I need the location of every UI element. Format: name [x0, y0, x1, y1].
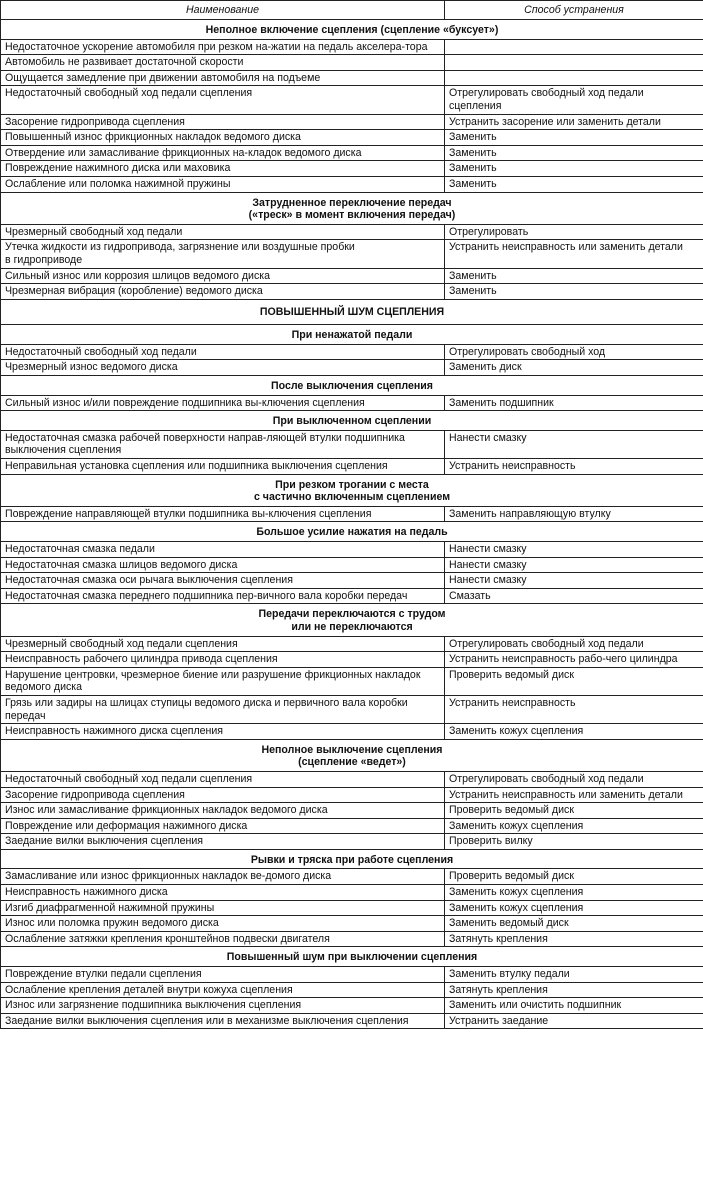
cause-cell: Недостаточный свободный ход педали [1, 344, 445, 360]
section-title: Рывки и тряска при работе сцепления [1, 849, 703, 869]
cause-cell: Засорение гидропривода сцепления [1, 787, 445, 803]
table-row [1, 998, 703, 1014]
section-title: После выключения сцепления [1, 376, 703, 396]
cause-cell: Заедание вилки выключения сцепления [1, 834, 445, 850]
section-header-row [1, 325, 703, 345]
cause-cell: Ослабление крепления деталей внутри кожуха сцепления [1, 982, 445, 998]
cause-cell: Повреждение нажимного диска или маховика [1, 161, 445, 177]
cause-cell: Недостаточная смазка рабочей поверхности направ-ляющей втулки подшипника выключения сцепления [1, 430, 445, 458]
fix-cell: Отрегулировать [445, 224, 703, 240]
section-title: При резком трогании с места с частично включенным сцеплением [1, 474, 703, 506]
fix-cell: Проверить ведомый диск [445, 869, 703, 885]
cause-cell: Заедание вилки выключения сцепления или в механизме выключения сцепления [1, 1013, 445, 1029]
table-row [1, 588, 703, 604]
fix-cell: Затянуть крепления [445, 982, 703, 998]
table-row [1, 430, 703, 458]
table-row [1, 982, 703, 998]
cause-cell: Недостаточная смазка переднего подшипника пер-вичного вала коробки передач [1, 588, 445, 604]
cause-cell: Нарушение центровки, чрезмерное биение или разрушение фрикционных накладок ведомого диска [1, 667, 445, 695]
cause-cell: Чрезмерный износ ведомого диска [1, 360, 445, 376]
section-title: Неполное выключение сцепления (сцепление «ведет») [1, 739, 703, 771]
cause-cell: Недостаточная смазка оси рычага выключения сцепления [1, 573, 445, 589]
table-row [1, 86, 703, 114]
fix-cell: Заменить кожух сцепления [445, 900, 703, 916]
fix-cell: Заменить [445, 284, 703, 300]
fix-cell: Заменить кожух сцепления [445, 724, 703, 740]
cause-cell: Автомобиль не развивает достаточной скорости [1, 55, 445, 71]
fix-cell: Заменить подшипник [445, 395, 703, 411]
fix-cell: Заменить [445, 161, 703, 177]
table-row [1, 55, 703, 71]
table-row [1, 395, 703, 411]
table-row [1, 931, 703, 947]
fix-cell: Заменить ведомый диск [445, 916, 703, 932]
cause-cell: Ощущается замедление при движении автомобиля на подъеме [1, 70, 445, 86]
cause-cell: Утечка жидкости из гидропривода, загрязнение или воздушные пробки в гидроприводе [1, 240, 445, 268]
fix-cell: Устранить неисправность или заменить детали [445, 787, 703, 803]
fix-cell: Устранить заедание [445, 1013, 703, 1029]
table-row [1, 652, 703, 668]
cause-cell: Недостаточное ускорение автомобиля при резком на-жатии на педаль акселера-тора [1, 39, 445, 55]
fix-cell: Заменить диск [445, 360, 703, 376]
cause-cell: Неисправность нажимного диска [1, 885, 445, 901]
section-title: Повышенный шум при выключении сцепления [1, 947, 703, 967]
table-row [1, 176, 703, 192]
header-row [1, 1, 703, 20]
table-row [1, 916, 703, 932]
cause-cell: Изгиб диафрагменной нажимной пружины [1, 900, 445, 916]
section-header-row [1, 522, 703, 542]
section-header-row [1, 192, 703, 224]
cause-cell: Чрезмерная вибрация (коробление) ведомого диска [1, 284, 445, 300]
table-row [1, 667, 703, 695]
cause-cell: Повреждение направляющей втулки подшипника вы-ключения сцепления [1, 506, 445, 522]
fix-cell: Заменить [445, 176, 703, 192]
table-row [1, 900, 703, 916]
table-row [1, 360, 703, 376]
cause-cell: Износ или поломка пружин ведомого диска [1, 916, 445, 932]
fix-cell: Отрегулировать свободный ход педали [445, 636, 703, 652]
cause-cell: Неправильная установка сцепления или подшипника выключения сцепления [1, 459, 445, 475]
fix-cell: Отрегулировать свободный ход педали сцепления [445, 86, 703, 114]
cause-cell: Повышенный износ фрикционных накладок ведомого диска [1, 130, 445, 146]
section-header-row [1, 849, 703, 869]
fix-cell: Устранить неисправность рабо-чего цилиндра [445, 652, 703, 668]
table-row [1, 459, 703, 475]
cause-cell: Замасливание или износ фрикционных накладок ве-домого диска [1, 869, 445, 885]
table-row [1, 145, 703, 161]
table-row [1, 967, 703, 983]
fix-cell: Заменить или очистить подшипник [445, 998, 703, 1014]
header-fix: Способ устранения [445, 1, 703, 20]
section-title: Передачи переключаются с трудом или не переключаются [1, 604, 703, 636]
table-row [1, 506, 703, 522]
fix-cell: Заменить [445, 145, 703, 161]
cause-cell: Повреждение или деформация нажимного диска [1, 818, 445, 834]
section-header-row [1, 376, 703, 396]
cause-cell: Грязь или задиры на шлицах ступицы ведомого диска и первичного вала коробки передач [1, 695, 445, 723]
table-row [1, 344, 703, 360]
fix-cell: Заменить кожух сцепления [445, 885, 703, 901]
table-row [1, 114, 703, 130]
section-title: При ненажатой педали [1, 325, 703, 345]
table-row [1, 573, 703, 589]
fix-cell: Заменить [445, 130, 703, 146]
table-row [1, 557, 703, 573]
section-header-row [1, 604, 703, 636]
table-row [1, 240, 703, 268]
table-row [1, 284, 703, 300]
fix-cell: Затянуть крепления [445, 931, 703, 947]
table-row [1, 130, 703, 146]
table-row [1, 771, 703, 787]
fix-cell: Нанести смазку [445, 557, 703, 573]
table-row [1, 787, 703, 803]
cause-cell: Чрезмерный свободный ход педали [1, 224, 445, 240]
section-title: Затрудненное переключение передач («треск» в момент включения передач) [1, 192, 703, 224]
cause-cell: Ослабление или поломка нажимной пружины [1, 176, 445, 192]
fix-cell: Устранить засорение или заменить детали [445, 114, 703, 130]
fix-cell [445, 70, 703, 86]
section-header-row [1, 947, 703, 967]
table-row [1, 695, 703, 723]
section-title: Неполное включение сцепления (сцепление «буксует») [1, 20, 703, 40]
section-header-row [1, 20, 703, 40]
table-row [1, 724, 703, 740]
cause-cell: Ослабление затяжки крепления кронштейнов подвески двигателя [1, 931, 445, 947]
cause-cell: Сильный износ или коррозия шлицов ведомого диска [1, 268, 445, 284]
section-header-row [1, 474, 703, 506]
table-row [1, 268, 703, 284]
table-row [1, 542, 703, 558]
table-row [1, 818, 703, 834]
cause-cell: Недостаточный свободный ход педали сцепления [1, 86, 445, 114]
section-header-row [1, 739, 703, 771]
fix-cell: Устранить неисправность [445, 695, 703, 723]
fix-cell: Нанести смазку [445, 430, 703, 458]
fix-cell: Проверить ведомый диск [445, 667, 703, 695]
table-row [1, 224, 703, 240]
table-row [1, 39, 703, 55]
header-name: Наименование [1, 1, 445, 20]
cause-cell: Чрезмерный свободный ход педали сцепления [1, 636, 445, 652]
table-row [1, 636, 703, 652]
fix-cell: Заменить [445, 268, 703, 284]
section-title: При выключенном сцеплении [1, 411, 703, 431]
fix-cell: Нанести смазку [445, 573, 703, 589]
fix-cell: Отрегулировать свободный ход педали [445, 771, 703, 787]
cause-cell: Недостаточная смазка шлицов ведомого диска [1, 557, 445, 573]
section-title: Большое усилие нажатия на педаль [1, 522, 703, 542]
table-row [1, 1013, 703, 1029]
fix-cell [445, 55, 703, 71]
table-row [1, 161, 703, 177]
fix-cell: Устранить неисправность или заменить детали [445, 240, 703, 268]
cause-cell: Сильный износ и/или повреждение подшипника вы-ключения сцепления [1, 395, 445, 411]
fix-cell: Устранить неисправность [445, 459, 703, 475]
fix-cell: Проверить ведомый диск [445, 803, 703, 819]
cause-cell: Повреждение втулки педали сцепления [1, 967, 445, 983]
section-header-row [1, 411, 703, 431]
table-row [1, 70, 703, 86]
fix-cell [445, 39, 703, 55]
cause-cell: Отвердение или замасливание фрикционных на-кладок ведомого диска [1, 145, 445, 161]
fix-cell: Заменить втулку педали [445, 967, 703, 983]
cause-cell: Неисправность нажимного диска сцепления [1, 724, 445, 740]
table-row [1, 885, 703, 901]
fix-cell: Нанести смазку [445, 542, 703, 558]
fix-cell: Проверить вилку [445, 834, 703, 850]
cause-cell: Неисправность рабочего цилиндра привода сцепления [1, 652, 445, 668]
section-title: ПОВЫШЕННЫЙ ШУМ СЦЕПЛЕНИЯ [1, 299, 703, 325]
table-row [1, 834, 703, 850]
cause-cell: Недостаточная смазка педали [1, 542, 445, 558]
table-body [1, 20, 703, 1029]
cause-cell: Износ или замасливание фрикционных накладок ведомого диска [1, 803, 445, 819]
fix-cell: Смазать [445, 588, 703, 604]
fix-cell: Заменить направляющую втулку [445, 506, 703, 522]
fix-cell: Отрегулировать свободный ход [445, 344, 703, 360]
fix-cell: Заменить кожух сцепления [445, 818, 703, 834]
table-row [1, 803, 703, 819]
cause-cell: Недостаточный свободный ход педали сцепления [1, 771, 445, 787]
section-header-row [1, 299, 703, 325]
cause-cell: Засорение гидропривода сцепления [1, 114, 445, 130]
table-row [1, 869, 703, 885]
cause-cell: Износ или загрязнение подшипника выключения сцепления [1, 998, 445, 1014]
